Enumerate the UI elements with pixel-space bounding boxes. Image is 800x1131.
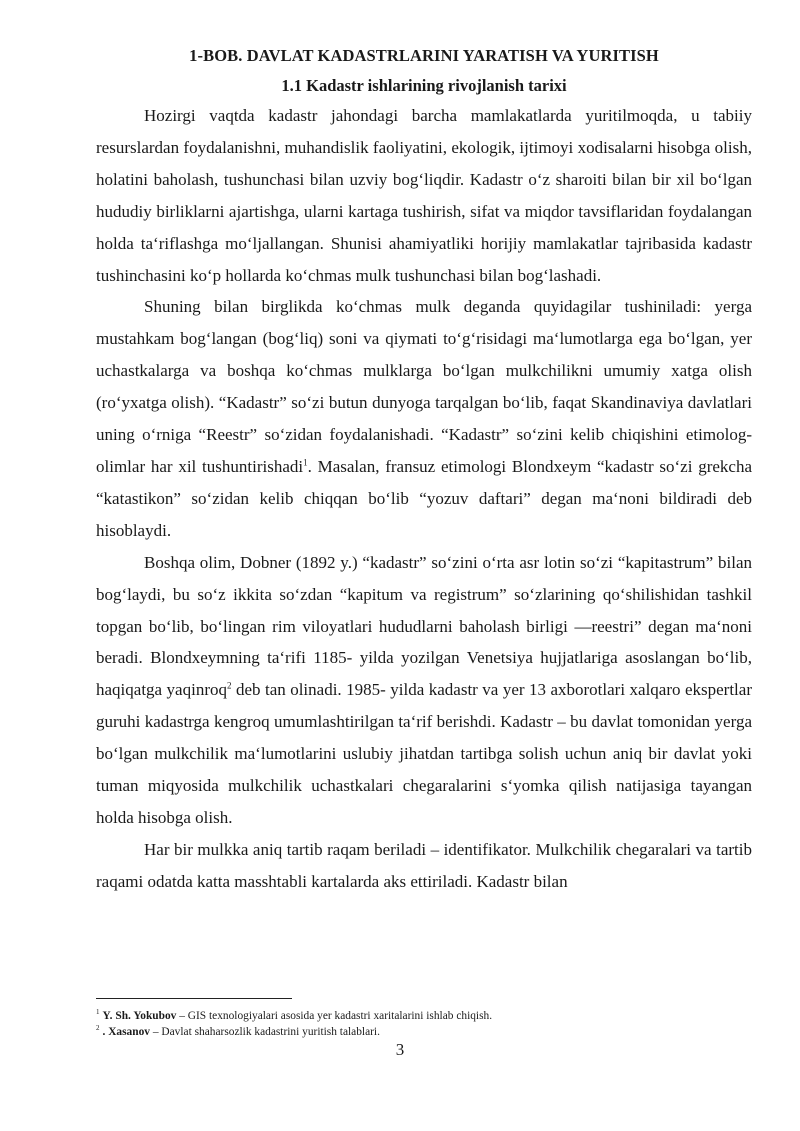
footnote-1 <box>96 1008 752 1024</box>
footnote-text: – GIS texnologiyalari asosida yer kadastri xaritalarini ishlab chiqish. <box>176 1010 493 1022</box>
paragraph-3-text-after: deb tan olinadi. 1985- yilda kadastr va yer 13 axborotlari xalqaro ekspertlar guruhi kadastrga kengroq umumlashtirilgan ta‘rif berishdi. Kadastr – bu davlat tomonidan yerga bo‘lgan mulkchilik ma‘lumotlarini uslubiy jihatdan tartibga solish uchun aniq bir davlat yoki tuman miqyosida mulkchilik uchastkalari chegaralarini s‘yomka qilish natijasiga tayangan holda hisobga olish. <box>96 680 752 827</box>
footnote-author: . Xasanov <box>102 1026 150 1038</box>
paragraph-3-text-before: Boshqa olim, Dobner (1892 y.) “kadastr” so‘zini o‘rta asr lotin so‘zi “kapitastrum” bilan bog‘laydi, bu so‘z ikkita so‘zdan “kapitum va registrum” so‘zlarining qo‘shilishidan tashkil topgan bo‘lib, bo‘lingan rim viloyatlari hududlarni baholash birligi —reestri” degan ma‘noni beradi. Blondxeymning ta‘rifi 1185- yilda yozilgan Venetsiya hujjatlariga asoslangan bo‘lib, haqiqatga yaqinroq <box>96 552 752 700</box>
paragraph-4: Har bir mulkka aniq tartib raqam beriladi – identifikator. Mulkchilik chegaralari va tartib raqami odatda katta masshtabli kartalarda aks ettiriladi. Kadastr bilan <box>96 839 752 891</box>
section-title: 1.1 Kadastr ishlarining rivojlanish tarixi <box>281 76 567 95</box>
paragraph-2 <box>96 291 752 546</box>
paragraph-3 <box>96 547 752 834</box>
footnote-number: 1 <box>96 1008 100 1017</box>
footnote-ref-1[interactable]: 1 <box>303 457 308 468</box>
footnote-2 <box>96 1024 752 1040</box>
footnotes <box>96 1008 752 1040</box>
footnote-ref-2[interactable]: 2 <box>226 680 232 691</box>
paragraph-1: Hozirgi vaqtda kadastr jahondagi barcha mamlakatlarda yuritilmoqda, u tabiiy resurslardan foydalanishni, muhandislik faoliyatini, ekologik, ijtimoyi xodisalarni hisobga olish, holatini baholash, tushunchasi bilan uzviy bog‘liqdir. Kadastr o‘z sharoiti bilan bir xil bo‘lgan hududiy birliklarni ajartishga, ularni kartaga tushirish, sifat va miqdor tavsiflaridan foydalangan holda ta‘riflashga mo‘ljallangan. Shunisi ahamiyatliki horijiy mamlakatlar tajribasida kadastr tushinchasini ko‘p hollarda ko‘chmas mulk tushunchasi bilan bog‘lashadi. <box>96 106 752 285</box>
chapter-title: 1-BOB. DAVLAT KADASTRLARINI YARATISH VA YURITISH <box>189 46 659 65</box>
footnote-author: Y. Sh. Yokubov <box>102 1010 177 1022</box>
page-number: 3 <box>395 1040 405 1059</box>
paragraph-2-text-after: . Masalan, fransuz etimologi Blondxeym “kadastr so‘zi grekcha “katastikon” so‘zidan kelib chiqqan bo‘lib “yozuv daftari” degan ma‘noni bildiradi deb hisoblaydi. <box>96 456 752 540</box>
page-body <box>96 44 752 898</box>
footnote-number: 2 <box>96 1024 100 1033</box>
footnote-text: – Davlat shaharsozlik kadastrini yuritish talablari. <box>149 1026 380 1038</box>
paragraph-2-text-before: Shuning bilan birglikda ko‘chmas mulk deganda quyidagilar tushiniladi: yerga mustahkam bog‘langan (bog‘liq) soni va qiymati to‘g‘risidagi ma‘lumotlarga ega bo‘lgan, yer uchastkalarga va boshqa ko‘chmas mulklarga bo‘lgan mulkchilikni umumiy xatga olish (ro‘yxatga olish). “Kadastr” so‘zi butun dunyoga tarqalgan bo‘lib, faqat Skandinaviya davlatlari uning o‘rniga “Reestr” so‘zidan foydalanishadi. “Kadastr” so‘zini kelib chiqishini etimolog-olimlar har xil tushuntirishadi <box>96 297 752 476</box>
footnote-separator <box>96 998 292 999</box>
